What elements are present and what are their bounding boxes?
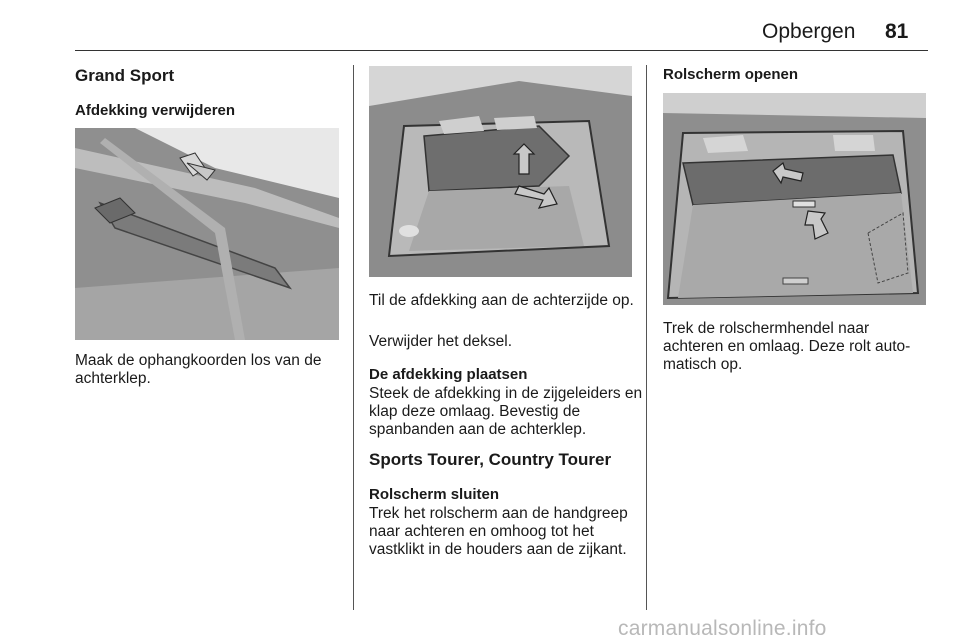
- subheading-roller-blind-close: Rolscherm sluiten: [369, 486, 500, 503]
- column-divider-2: [646, 65, 647, 610]
- subheading-roller-blind-open: Rolscherm openen: [663, 66, 799, 83]
- paragraph-lift-cover: Til de afdekking aan de achterzijde op.: [369, 292, 634, 309]
- subheading-cover-install: De afdekking plaatsen: [369, 366, 528, 383]
- header-divider: [75, 50, 928, 51]
- subheading-afdekking-verwijderen: Afdekking verwijderen: [75, 102, 236, 119]
- figure-cover-removal: [75, 128, 339, 340]
- section-title-grand-sport: Grand Sport: [75, 66, 175, 85]
- cargo-cover-lift-illustration-icon: [369, 66, 632, 277]
- page-number: 81: [885, 20, 909, 43]
- paragraph-remove-cords: Maak de ophangkoorden los van de achterklep.: [75, 352, 322, 387]
- section-title-sports-tourer: Sports Tourer, Country Tourer: [369, 450, 612, 469]
- figure-roller-blind-open: [663, 93, 926, 305]
- figure-cover-lift: [369, 66, 632, 277]
- cargo-cover-removal-illustration-icon: [75, 128, 339, 340]
- column-divider-1: [353, 65, 354, 610]
- paragraph-close-roller-blind: Trek het rolscherm aan de handgreep naar achteren en omhoog tot het vastklikt in de houders aan de zijkant.: [369, 505, 628, 558]
- page-header-title: Opbergen: [762, 20, 856, 43]
- roller-blind-open-illustration-icon: [663, 93, 926, 305]
- paragraph-open-roller-blind: Trek de rolschermhendel naar achteren en omlaag. Deze rolt auto-matisch op.: [663, 320, 911, 373]
- paragraph-install-cover: Steek de afdekking in de zijgeleiders en klap deze omlaag. Bevestig de spanbanden aan de achterklep.: [369, 385, 643, 438]
- watermark-text: carmanualsonline.info: [618, 617, 827, 640]
- paragraph-remove-lid: Verwijder het deksel.: [369, 333, 513, 350]
